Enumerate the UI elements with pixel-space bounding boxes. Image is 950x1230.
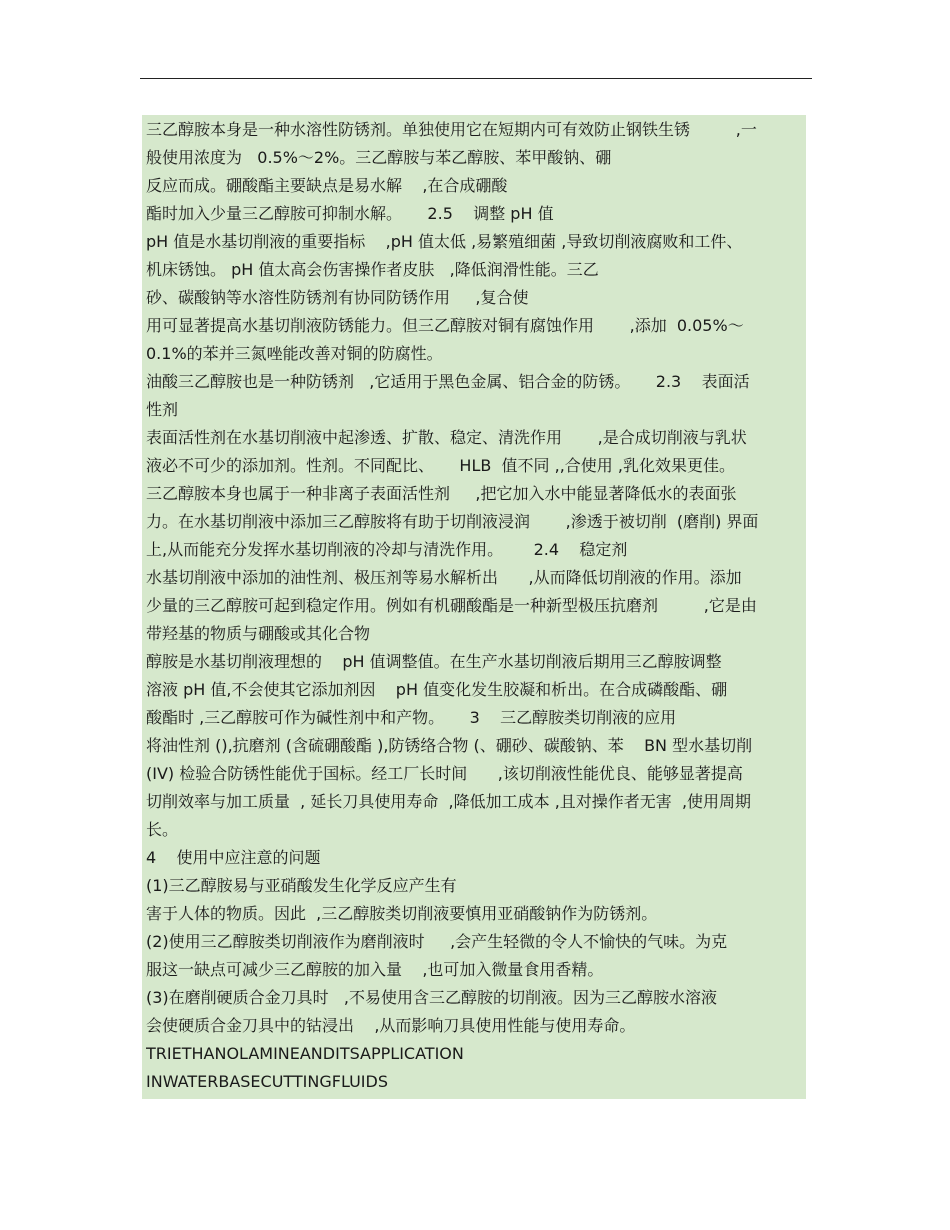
text-line: 酸酯时 ,三乙醇胺可作为碱性剂中和产物。 3 三乙醇胺类切削液的应用	[146, 708, 677, 727]
text-line: 4 使用中应注意的问题	[146, 848, 321, 867]
text-line: 表面活性剂在水基切削液中起渗透、扩散、稳定、清洗作用 ,是合成切削液与乳状	[146, 428, 747, 447]
document-body	[142, 115, 806, 1099]
text-line: 上,从而能充分发挥水基切削液的冷却与清洗作用。 2.4 稳定剂	[146, 540, 628, 559]
text-line: (IV) 检验合防锈性能优于国标。经工厂长时间 ,该切削液性能优良、能够显著提高	[146, 764, 743, 783]
text-line: 长。	[146, 820, 179, 839]
text-line: 砂、碳酸钠等水溶性防锈剂有协同防锈作用 ,复合使	[146, 288, 529, 307]
text-line: (2)使用三乙醇胺类切削液作为磨削液时 ,会产生轻微的令人不愉快的气味。为克	[146, 932, 728, 951]
text-line: 少量的三乙醇胺可起到稳定作用。例如有机硼酸酯是一种新型极压抗磨剂 ,它是由	[146, 596, 757, 615]
text-line: 0.1%的苯并三氮唑能改善对铜的防腐性。	[146, 344, 443, 363]
text-line: TRIETHANOLAMINEANDITSAPPLICATION	[146, 1044, 464, 1063]
text-line: 三乙醇胺本身是一种水溶性防锈剂。单独使用它在短期内可有效防止钢铁生锈 ,一	[146, 120, 757, 139]
text-line: 酯时加入少量三乙醇胺可抑制水解。 2.5 调整 pH 值	[146, 204, 554, 223]
text-line: 机床锈蚀。 pH 值太高会伤害操作者皮肤 ,降低润滑性能。三乙	[146, 260, 599, 279]
header-rule	[140, 78, 812, 79]
text-line: 害于人体的物质。因此 ,三乙醇胺类切削液要慎用亚硝酸钠作为防锈剂。	[146, 904, 658, 923]
text-line: 水基切削液中添加的油性剂、极压剂等易水解析出 ,从而降低切削液的作用。添加	[146, 568, 742, 587]
text-line: 溶液 pH 值,不会使其它添加剂因 pH 值变化发生胶凝和析出。在合成磷酸酯、硼	[146, 680, 728, 699]
text-line: 将油性剂 (),抗磨剂 (含硫硼酸酯 ),防锈络合物 (、硼砂、碳酸钠、苯 BN 型水基切削	[146, 736, 753, 755]
text-line: 般使用浓度为 0.5%～2%。三乙醇胺与苯乙醇胺、苯甲酸钠、硼	[146, 148, 612, 167]
text-line: 服这一缺点可减少三乙醇胺的加入量 ,也可加入微量食用香精。	[146, 960, 604, 979]
text-line: 三乙醇胺本身也属于一种非离子表面活性剂 ,把它加入水中能显著降低水的表面张	[146, 484, 737, 503]
text-line: (1)三乙醇胺易与亚硝酸发生化学反应产生有	[146, 876, 457, 895]
text-line: 液必不可少的添加剂。性剂。不同配比、 HLB 值不同 ,,合使用 ,乳化效果更佳。	[146, 456, 735, 475]
text-line: 带羟基的物质与硼酸或其化合物	[146, 624, 371, 643]
text-line: 力。在水基切削液中添加三乙醇胺将有助于切削液浸润 ,渗透于被切削 (磨削) 界面	[146, 512, 759, 531]
text-line: INWATERBASECUTTINGFLUIDS	[146, 1072, 388, 1091]
text-line: (3)在磨削硬质合金刀具时 ,不易使用含三乙醇胺的切削液。因为三乙醇胺水溶液	[146, 988, 718, 1007]
text-line: 油酸三乙醇胺也是一种防锈剂 ,它适用于黑色金属、铝合金的防锈。 2.3 表面活	[146, 372, 750, 391]
text-line: 醇胺是水基切削液理想的 pH 值调整值。在生产水基切削液后期用三乙醇胺调整	[146, 652, 722, 671]
text-line: 性剂	[146, 400, 179, 419]
text-line: 切削效率与加工质量 , 延长刀具使用寿命 ,降低加工成本 ,且对操作者无害 ,使用周期	[146, 792, 752, 811]
text-line: 用可显著提高水基切削液防锈能力。但三乙醇胺对铜有腐蚀作用 ,添加 0.05%～	[146, 316, 744, 335]
text-line: pH 值是水基切削液的重要指标 ,pH 值太低 ,易繁殖细菌 ,导致切削液腐败和工件、	[146, 232, 743, 251]
text-line: 反应而成。硼酸酯主要缺点是易水解 ,在合成硼酸	[146, 176, 508, 195]
text-line: 会使硬质合金刀具中的钴浸出 ,从而影响刀具使用性能与使用寿命。	[146, 1016, 636, 1035]
